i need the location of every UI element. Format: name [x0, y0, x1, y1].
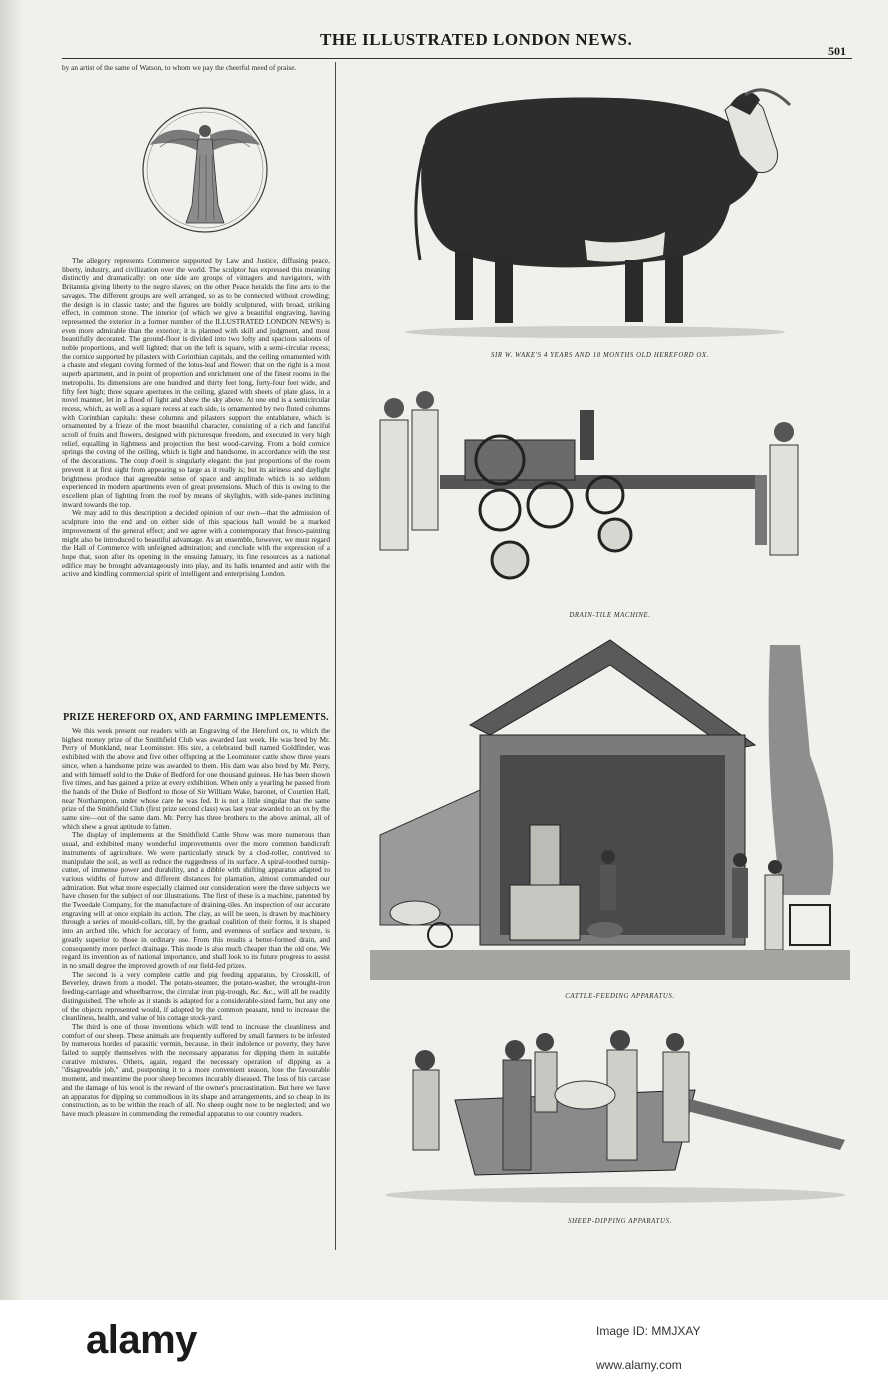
paragraph-implements: The display of implements at the Smithfield Cattle Show was more numerous than usual, and exhibited many wonderful improvements over the more common handicraft instruments of agriculture. We were particularly struck by a clod-roller, contrived to manipulate the soil, as well as reduce the ruggedness of its surface. A spiral-toothed turnip-cutter, of immense power and durability, and a dibble with shifting apparatus adapted to various widths of furrow and different distances for plantation, almost commanded our admiration. But what more especially claimed our consideration were the three subjects we have chosen for the subject of our illustrations. The first of these is a machine, patented by the Tweedale Company, for the manufacture of draining-tiles. An inspection of our accurate engraving will at once explain its action. The clay, as will be seen, is drawn by machinery through a series of mould-collars, till, by the gradual coalition of their forms, it is shaped into an arched tile, which for accuracy of form, and evenness of surface and texture, is greatly superior to those in ordinary use. From this results a better-formed drain, and consequently more perfect drainage. This mode is also much cheaper than the old one. We regard its invention as of national importance, and shall look to its future progress to assist in no small degree the improved growth of our field-fed prizes. — [62, 830, 330, 970]
hall-description — [62, 257, 330, 579]
drain-caption: DRAIN-TILE MACHINE. — [569, 612, 651, 619]
running-head: THE ILLUSTRATED LONDON NEWS. — [320, 30, 633, 49]
winged-figure-medallion — [140, 95, 270, 245]
sheep-caption: SHEEP-DIPPING APPARATUS. — [568, 1218, 672, 1225]
paragraph-opinion: We may add to this description a decided opinion of our own—that the admission of sculpture into the end and on either side of this spacious hall would be a marked improvement of the general effect; and we agree with a contemporary that fresco-painting might also be introduced to beautiful advantage. As an ensemble, however, we must regard the Hall of Commerce with unfeigned admiration; and conclude with the expression of a hope that, soon after its opening in the ensuing January, its fine resources as a national edifice may be brought advantageously into play, and its halls tenanted and astir with the active and kindling commercial spirit of intelligent and enterprising London. — [62, 508, 330, 579]
page-number: 501 — [828, 44, 846, 58]
ox-caption: SIR W. WAKE'S 4 YEARS AND 10 MONTHS OLD HEREFORD OX. — [491, 352, 709, 359]
hereford-ox-engraving — [395, 70, 805, 340]
intro-line: by an artist of the same of Watson, to whom we pay the cheerful meed of praise. — [62, 63, 297, 72]
intro-text — [62, 64, 330, 73]
paragraph-feeding: The second is a very complete cattle and pig feeding apparatus, by Crosskill, of Beverley, drawn from a model. The potato-steamer, the potato-washer, the wrought-iron feeding-carriage and wheelbarrow, the circular iron pig-trough, &c. &c., will all be readily distinguished. The whole as it stands is adapted for a considerable-sized farm, but any one of the objects represented would, if adopted by the common peasant, tend to increase the cleanliness, health, and value of his cottage stock-yard. — [62, 969, 330, 1023]
section-heading: PRIZE HEREFORD OX, AND FARMING IMPLEMENTS. — [63, 712, 329, 723]
drain-tile-machine-engraving — [370, 380, 840, 600]
column-divider — [335, 62, 336, 1250]
image-id-label: Image ID: MMJXAY — [596, 1324, 701, 1338]
site-url: www.alamy.com — [596, 1358, 682, 1372]
cattle-caption: CATTLE-FEEDING APPARATUS. — [565, 993, 675, 1000]
paragraph-allegory: The allegory represents Commerce supported by Law and Justice, diffusing peace, liberty, industry, and civilization over the world. The sculptor has expressed this meaning distinctly and dramatically: on one side are groups of vintagers and navigators, with Britannia giving liberty to the negro slaves; on the other Peace heralds the fine arts to the savages. The different groups are well arranged, so as to be connected without crowding; the design is in classic taste; and the figures are boldly sculptured, with broad, striking effect, in common stone. The interior (of which we give a beautiful engraving, having represented the exterior in a former number of the ILLUSTRATED LONDON NEWS) is even more admirable than the exterior; it is planned with skill and judgment, and most beautifully decorated. The ground-floor is divided into two lofty and spacious saloons of noble proportions, and well lighted: that on the left is square, with a semi-circular recess; the cornice supported by pilasters with Corinthian capitals, and the ceiling ornamented with a chaste and elegant coving formed of the lotus-leaf and flower: that on the right is a most superb apartment, and in point of proportion and enrichment one of the finest rooms in the metropolis. Its dimensions are one hundred and thirty feet long, forty-four feet wide, and fifty feet high; three square apertures in the ceiling, glazed with sheets of plate glass, in a novel manner, let in a flood of light and show the sky above. At one end is a semicircular recess, which, as well as a square recess at each side, is ornamented by two fluted columns with Corinthian capitals: these columns and pilasters support the entablature, which is ornamented by a frieze of the most beautiful character, consisting of a rich and fanciful scroll of fruits and flowers, designed with picturesque freedom, and executed in very high relief, equalling in lightness and projection the best wood-carving. From a bold cornice springs the coving of the ceiling, which is light and handsome, in accordance with the rest of the decorations. The coup d'oeil is singularly elegant: the just proportions of the room prevent it at first sight from appearing so large as it really is; but its airiness and daylight brightness produce that agreeable sense of space and amplitude which is so seldom experienced in modern apartments even of great pretensions. Much of this is owing to the excellent plan of lighting from the roof by means of skylights, with side-panes inclining inward towards the top. — [62, 256, 330, 509]
alamy-logo: alamy — [86, 1318, 197, 1362]
cattle-feeding-engraving — [370, 635, 850, 980]
header-rule — [62, 58, 852, 59]
page-fold-shadow — [0, 0, 22, 1300]
sheep-dipping-engraving — [375, 1020, 855, 1205]
paragraph-ox: We this week present our readers with an Engraving of the Hereford ox, to which the highest money prize of the Smithfield Club was awarded last week. He was bred by Mr. Perry of Monkland, near Leominster. His sire, a celebrated bull named Goldfinder, was exhibited with the above and five other offspring at the Leominster cattle show three years since, when a handsome prize was awarded to them. His dam was also bred by Mr. Perry, and with himself sold to the Duke of Bedford for one thousand guineas. He has been shown five times, and has gained a prize at every exhibition. When only a yearling he passed from the hands of the Duke of Bedford to those of Sir William Wake, baronet, of Courtien Hall, near Northampton, under whose care he was fed. It is not a little singular that the same prize of the Smithfield Club (first prize second class) was last year awarded to an ox by the same sire—out of the same dam. Mr. Perry has three brothers to the above animal, all of which shew a great aptitude to fatten. — [62, 726, 330, 831]
ox-article — [62, 727, 330, 1119]
paragraph-sheep: The third is one of those inventions which will tend to increase the cleanliness and comfort of our sheep. These animals are frequently suffered by small farmers to be infested by numerous hordes of parasitic vermin, because, in their indolence or poverty, they have failed to supply themselves with the necessary apparatus for dipping them in suitable curative mixtures. Others, again, regard the necessary operation of dipping as a "disagreeable job," and, postponing it to a more convenient season, lose the favourable moment, and meantime the poor sheep becomes incurably diseased. The loss of his carcase and the damage of his wool is the reward of the owner's procrastination. But here we have an apparatus for dipping so commodious in its shape and arrangements, and so cheap in its construction, as to be within the reach of all. No sheep ought now to be neglected; and we have much pleasure in commending the remedial apparatus to our country readers. — [62, 1021, 330, 1118]
